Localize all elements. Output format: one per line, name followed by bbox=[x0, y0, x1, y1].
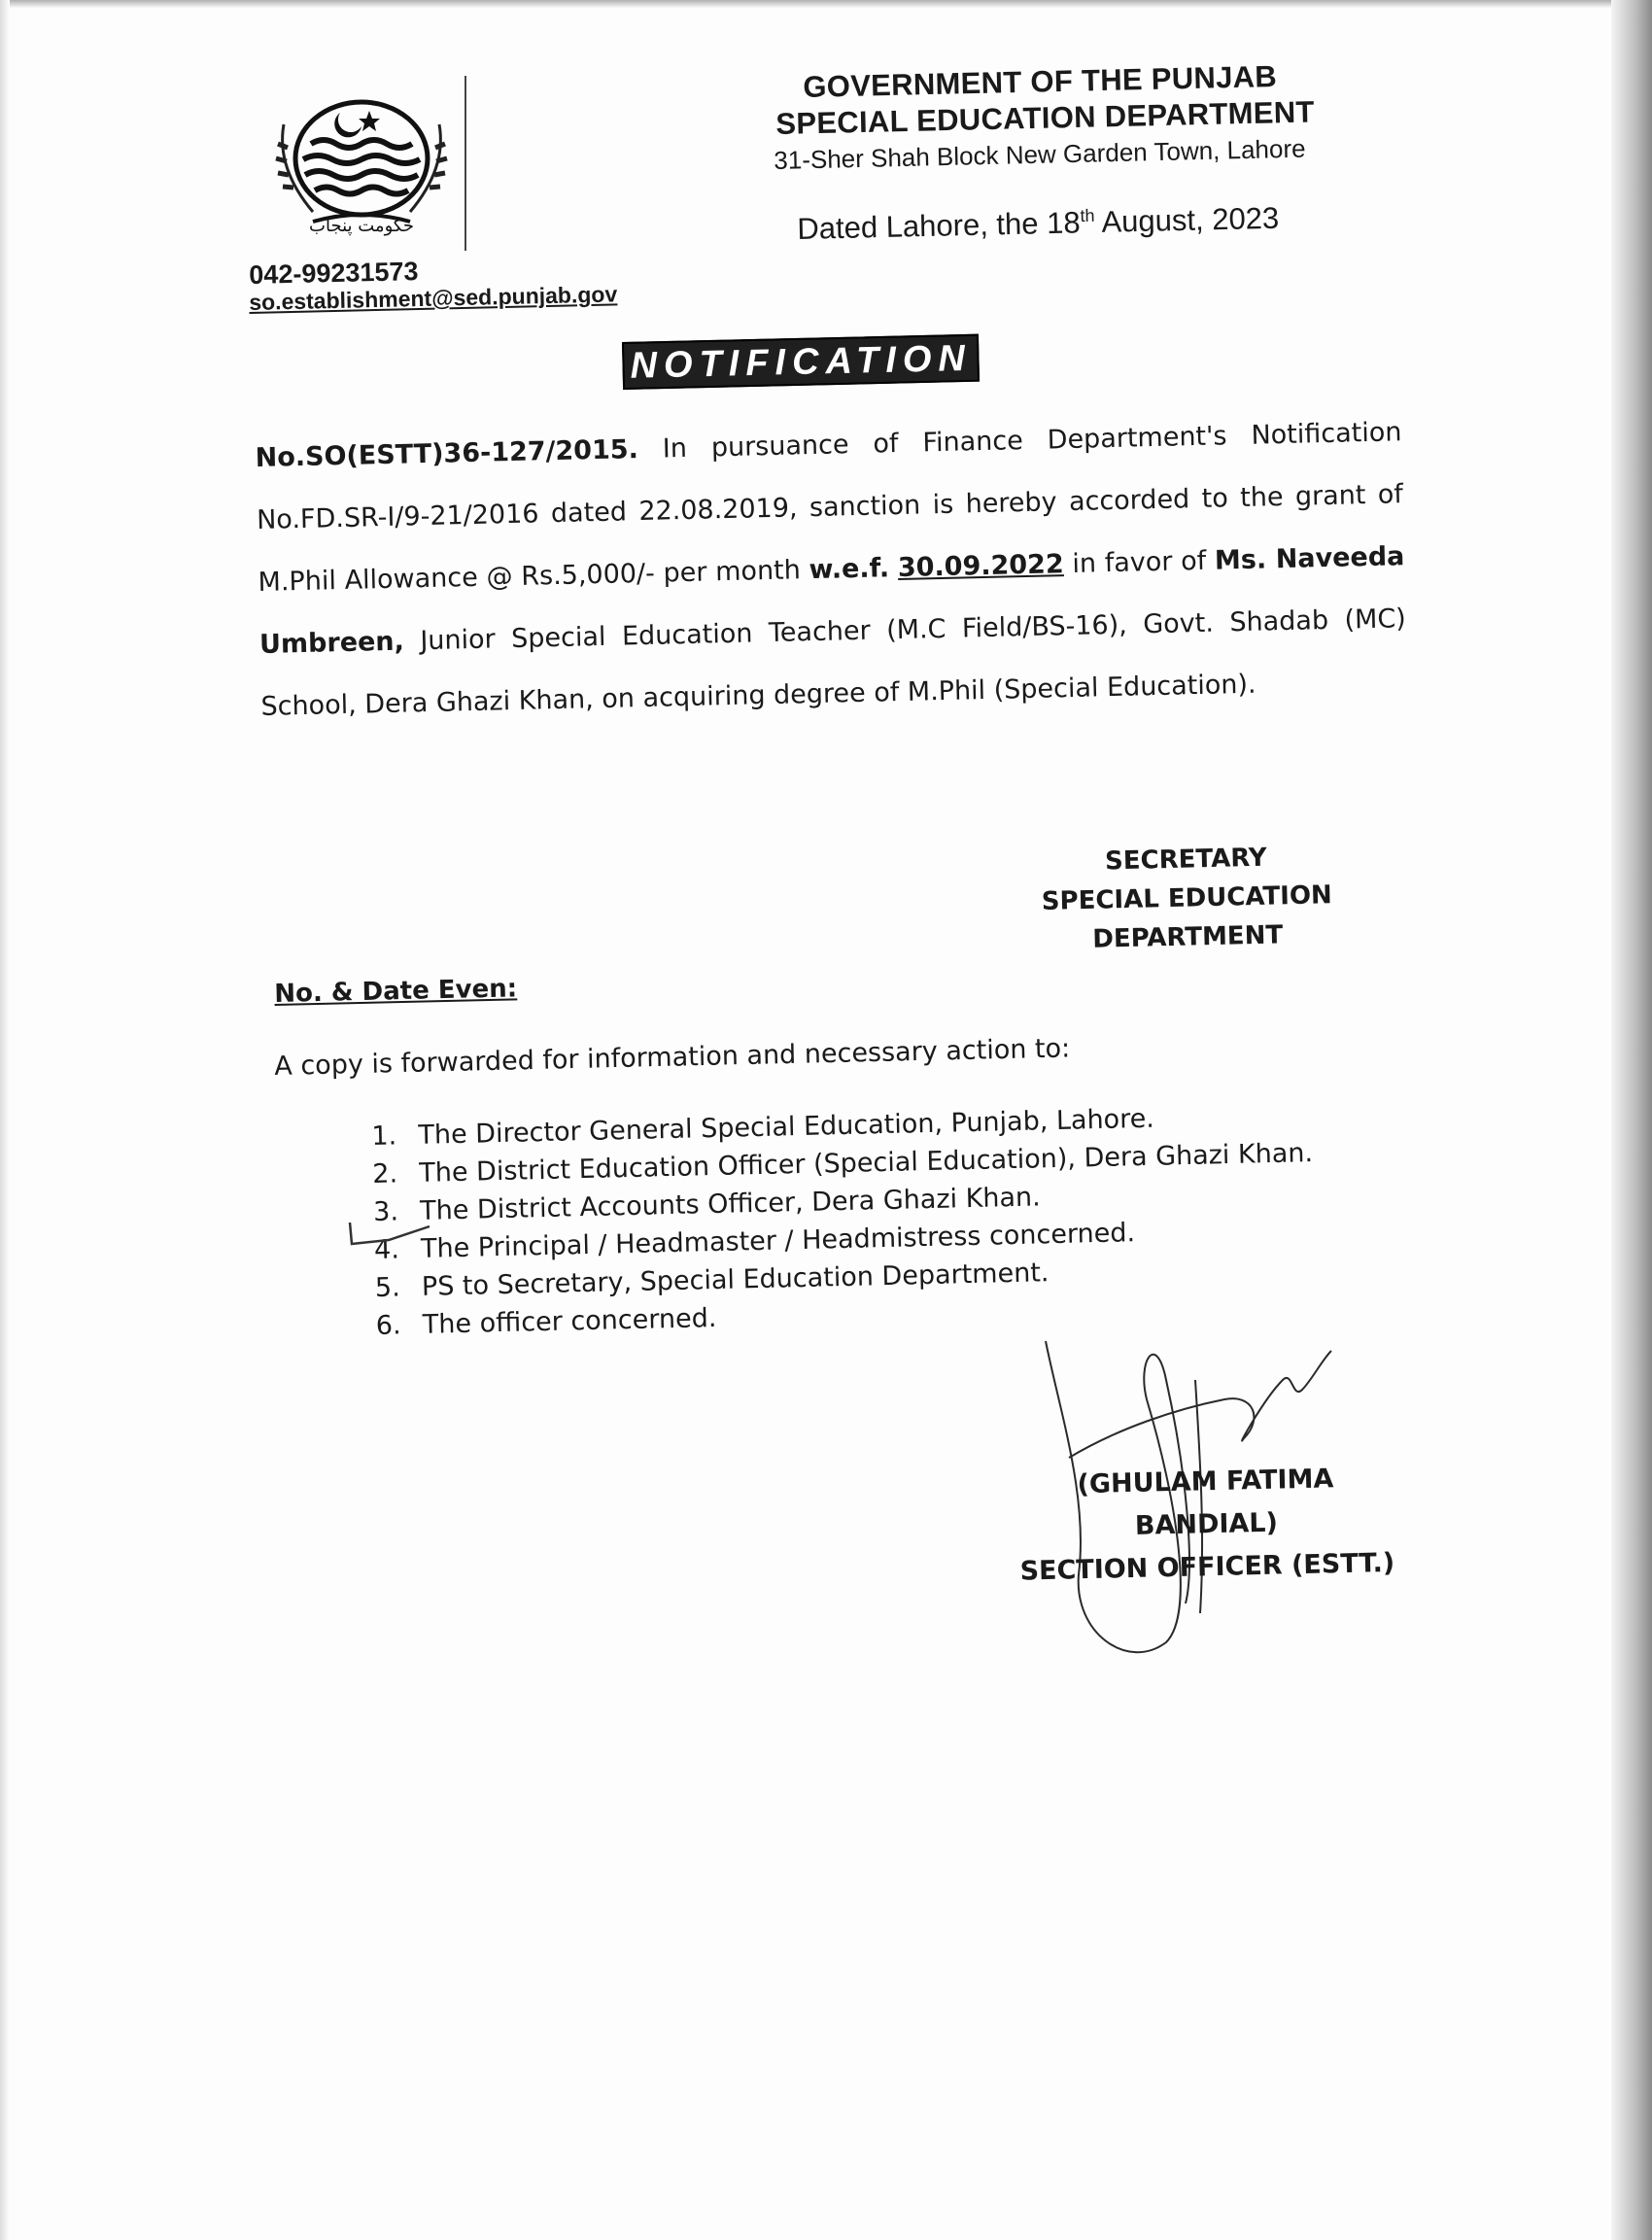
handwritten-tick-icon bbox=[346, 1215, 433, 1254]
notification-body bbox=[255, 401, 1408, 739]
recipient-list bbox=[371, 1096, 1317, 1345]
scan-left-shadow bbox=[0, 0, 10, 2240]
secretary-block bbox=[1040, 837, 1334, 960]
list-item-text: PS to Secretary, Special Education Department. bbox=[421, 1258, 1050, 1302]
endorsement-heading: No. & Date Even: bbox=[274, 974, 518, 1009]
list-item-number: 5. bbox=[374, 1272, 401, 1303]
list-item-text: The Principal / Headmaster / Headmistress concerned. bbox=[420, 1218, 1136, 1264]
employee-name: Ms. Naveeda Umbreen, bbox=[258, 541, 1405, 660]
list-item-text: The officer concerned. bbox=[422, 1302, 717, 1340]
signatory-name: (GHULAM FATIMA BANDIAL) bbox=[1077, 1464, 1334, 1541]
endorsement-intro: A copy is forwarded for information and necessary action to: bbox=[274, 1033, 1071, 1082]
list-item-text: The Director General Special Education, Punjab, Lahore. bbox=[418, 1103, 1155, 1151]
secretary-line-1: SECRETARY bbox=[1104, 843, 1268, 877]
secretary-line-2: SPECIAL EDUCATION bbox=[1041, 880, 1333, 916]
list-item-text: The District Accounts Officer, Dera Ghazi Khan. bbox=[419, 1182, 1042, 1226]
list-item-number: 2. bbox=[371, 1158, 398, 1189]
header-divider bbox=[465, 76, 466, 251]
scan-top-shadow bbox=[0, 0, 1652, 8]
date-prefix: Dated Lahore, the 18 bbox=[797, 205, 1082, 246]
list-item-text: The District Education Officer (Special Education), Dera Ghazi Khan. bbox=[418, 1138, 1314, 1189]
wef-date: 30.09.2022 bbox=[897, 549, 1065, 584]
wef-label: w.e.f. bbox=[809, 553, 890, 586]
phone-number: 042-99231573 bbox=[249, 257, 419, 290]
date-suffix: August, 2023 bbox=[1094, 200, 1280, 240]
list-item-number: 3. bbox=[372, 1196, 399, 1227]
secretary-line-3: DEPARTMENT bbox=[1091, 920, 1284, 954]
reference-number: No.SO(ESTT)36-127/2015. bbox=[255, 434, 639, 473]
department-title: SPECIAL EDUCATION DEPARTMENT bbox=[775, 94, 1316, 141]
date-line bbox=[797, 201, 1280, 247]
body-text-2: in favor of bbox=[1063, 545, 1216, 580]
logo-urdu-text: حکومت پنجاب bbox=[309, 216, 414, 236]
body-text-1: In pursuance of Finance Department's Notification No.FD.SR-I/9-21/2016 dated 22.08.2019, sanction is hereby accorded to the grant of M.Phil Allowance @ Rs.5,000/- per month bbox=[256, 417, 1404, 598]
body-text-3: Junior Special Education Teacher (M.C Field/BS-16), Govt. Shadab (MC) School, Dera Ghazi Khan, on acquiring degree of M.Phil (Special Education). bbox=[260, 603, 1407, 722]
government-title: GOVERNMENT OF THE PUNJAB bbox=[803, 58, 1278, 104]
punjab-government-logo-icon bbox=[255, 86, 468, 251]
email-address: so.establishment@sed.punjab.gov bbox=[249, 281, 618, 315]
date-superscript: th bbox=[1080, 205, 1095, 226]
signatory-designation: SECTION OFFICER (ESTT.) bbox=[1019, 1547, 1395, 1587]
department-address: 31-Sher Shah Block New Garden Town, Lahore bbox=[774, 133, 1306, 175]
list-item-number: 6. bbox=[375, 1310, 401, 1341]
list-item-number: 1. bbox=[371, 1120, 397, 1152]
notification-title: NOTIFICATION bbox=[622, 334, 980, 390]
scan-edge-shadow bbox=[1611, 0, 1652, 2240]
list-item-number: 4. bbox=[373, 1234, 400, 1265]
signatory-block bbox=[1001, 1456, 1412, 1593]
